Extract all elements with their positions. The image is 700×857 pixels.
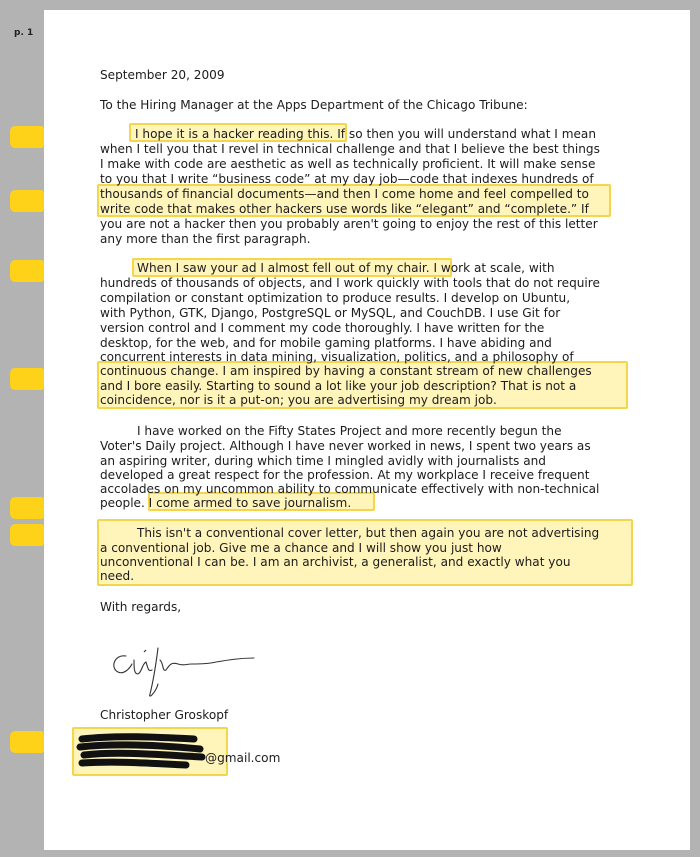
letter-closing: With regards, [100,600,182,614]
paragraph-line: accolades on my uncommon ability to communicate effectively with non-technical [100,482,600,496]
letter-salutation: To the Hiring Manager at the Apps Department of the Chicago Tribune: [100,98,528,112]
signer-name: Christopher Groskopf [100,708,229,722]
paragraph-line: write code that makes other hackers use words like “elegant” and “complete.” If [100,202,589,216]
paragraph-line: concurrent interests in data mining, visualization, politics, and a philosophy of [100,350,574,364]
paragraph-line: compilation or constant optimization to produce results. I develop on Ubuntu, [100,291,571,305]
paragraph-line: continuous change. I am inspired by having a constant stream of new challenges [100,364,592,378]
paragraph-line: When I saw your ad I almost fell out of my chair. I work at scale, with [137,261,555,275]
paragraph-line: need. [100,569,135,583]
paragraph-line: I make with code are aesthetic as well as technically proficient. It will make sense [100,157,596,171]
paragraph-line: This isn't a conventional cover letter, but then again you are not advertising [137,526,600,540]
letter-date: September 20, 2009 [100,68,225,82]
paragraph-line: thousands of financial documents—and then I come home and feel compelled to [100,187,589,201]
paragraph-line: people. I come armed to save journalism. [100,496,352,510]
paragraph-line: and I bore easily. Starting to sound a lot like your job description? That is not a [100,379,577,393]
paragraph-line: Voter's Daily project. Although I have never worked in news, I spent two years as [100,439,591,453]
paragraph-line: I have worked on the Fifty States Project and more recently begun the [137,424,562,438]
paragraph-line: with Python, GTK, Django, PostgreSQL or MySQL, and CouchDB. I use Git for [100,306,561,320]
paragraph-line: any more than the first paragraph. [100,232,311,246]
email-suffix: @gmail.com [205,751,281,765]
paragraph-line: you are not a hacker then you probably aren't going to enjoy the rest of this letter [100,217,598,231]
paragraph-line: coincidence, nor is it a put-on; you are advertising my dream job. [100,393,497,407]
paragraph-line: desktop, for the web, and for mobile gaming platforms. I have abiding and [100,336,552,350]
paragraph-line: to you that I write “business code” at my day job—code that indexes hundreds of [100,172,594,186]
paragraph-line: a conventional job. Give me a chance and I will show you just how [100,541,502,555]
page-number-label: p. 1 [14,28,34,38]
paragraph-line: hundreds of thousands of objects, and I work quickly with tools that do not require [100,276,600,290]
redaction-mark [76,731,206,773]
paragraph-line: when I tell you that I revel in technical challenge and that I believe the best things [100,142,600,156]
paragraph-line: version control and I comment my code thoroughly. I have written for the [100,321,545,335]
paragraph-line: I hope it is a hacker reading this. If so then you will understand what I mean [135,127,597,141]
paragraph-line: developed a great respect for the profession. At my workplace I receive frequent [100,468,590,482]
paragraph-line: an aspiring writer, during which time I mingled avidly with journalists and [100,454,546,468]
paragraph-line: unconventional I can be. I am an archivist, a generalist, and exactly what you [100,555,571,569]
signature-image [104,634,264,704]
